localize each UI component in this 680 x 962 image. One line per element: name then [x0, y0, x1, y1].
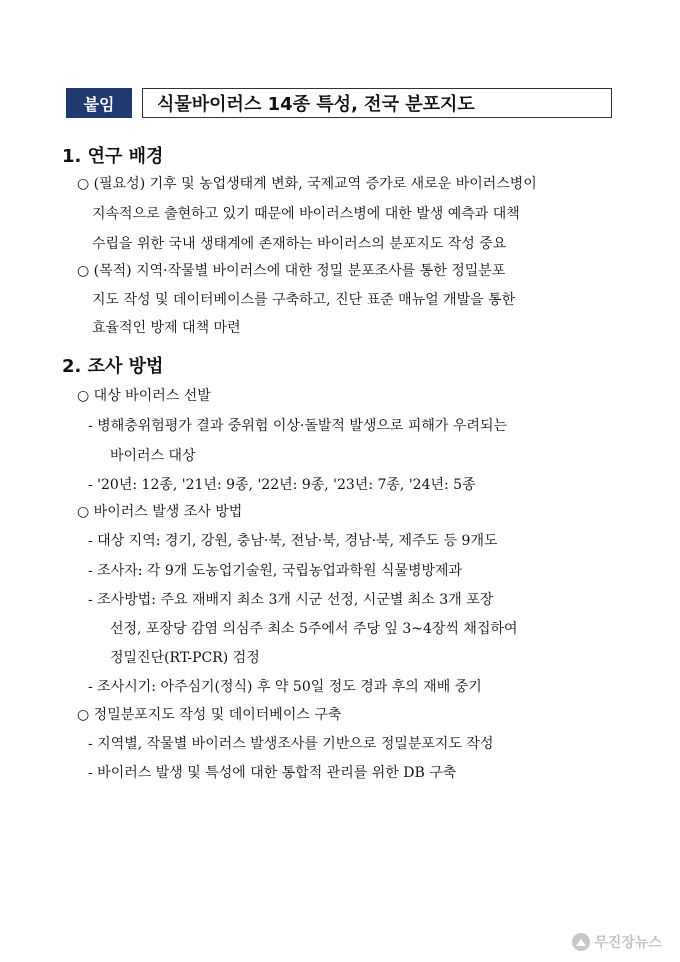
section-heading-method: 2. 조사 방법	[62, 356, 164, 377]
bullet-purpose: ○ (목적) 지역·작물별 바이러스에 대한 정밀 분포조사를 통한 정밀분포	[77, 263, 506, 279]
dash-item: - 바이러스 발생 및 특성에 대한 통합적 관리를 위한 DB 구축	[88, 765, 457, 781]
bullet-target-virus: ○ 대상 바이러스 선발	[77, 388, 211, 404]
dash-item-cont: 정밀진단(RT-PCR) 검정	[110, 650, 260, 666]
section-heading-background: 1. 연구 배경	[62, 146, 164, 167]
bullet-survey-method: ○ 바이러스 발생 조사 방법	[77, 504, 243, 520]
dash-item: - 병해충위험평가 결과 중위험 이상·돌발적 발생으로 피해가 우려되는	[88, 418, 508, 434]
bullet-database: ○ 정밀분포지도 작성 및 데이터베이스 구축	[77, 707, 342, 723]
dash-item: - 조사방법: 주요 재배지 최소 3개 시군 선정, 시군별 최소 3개 포장	[88, 592, 494, 608]
document-title: 식물바이러스 14종 특성, 전국 분포지도	[142, 88, 612, 118]
dash-item: - '20년: 12종, '21년: 9종, '22년: 9종, '23년: 7종, '24년: 5종	[88, 477, 476, 493]
bullet-necessity: ○ (필요성) 기후 및 농업생태계 변화, 국제교역 증가로 새로운 바이러스병이	[77, 176, 537, 192]
dash-item: - 조사시기: 아주심기(정식) 후 약 50일 정도 경과 후의 재배 중기	[88, 679, 482, 695]
bullet-necessity-cont: 수립을 위한 국내 생태계에 존재하는 바이러스의 분포지도 작성 중요	[92, 236, 507, 252]
dash-item: - 조사자: 각 9개 도농업기술원, 국립농업과학원 식물병방제과	[88, 563, 463, 579]
dash-item: - 지역별, 작물별 바이러스 발생조사를 기반으로 정밀분포지도 작성	[88, 736, 494, 752]
dash-item-cont: 바이러스 대상	[110, 448, 196, 464]
bullet-purpose-cont: 지도 작성 및 데이터베이스를 구축하고, 진단 표준 매뉴얼 개발을 통한	[92, 292, 516, 308]
document-header	[66, 88, 612, 118]
attachment-tag: 붙임	[66, 88, 132, 118]
dash-item: - 대상 지역: 경기, 강원, 충남·북, 전남·북, 경남·북, 제주도 등 9개도	[88, 533, 498, 549]
mountain-logo-icon	[572, 933, 590, 951]
bullet-purpose-cont: 효율적인 방제 대책 마련	[92, 320, 241, 336]
bullet-necessity-cont: 지속적으로 출현하고 있기 때문에 바이러스병에 대한 발생 예측과 대책	[92, 206, 520, 222]
watermark-text: 무진장뉴스	[594, 935, 662, 951]
dash-item-cont: 선정, 포장당 감염 의심주 최소 5주에서 주당 잎 3~4장씩 채집하여	[110, 621, 518, 637]
watermark	[572, 932, 662, 952]
